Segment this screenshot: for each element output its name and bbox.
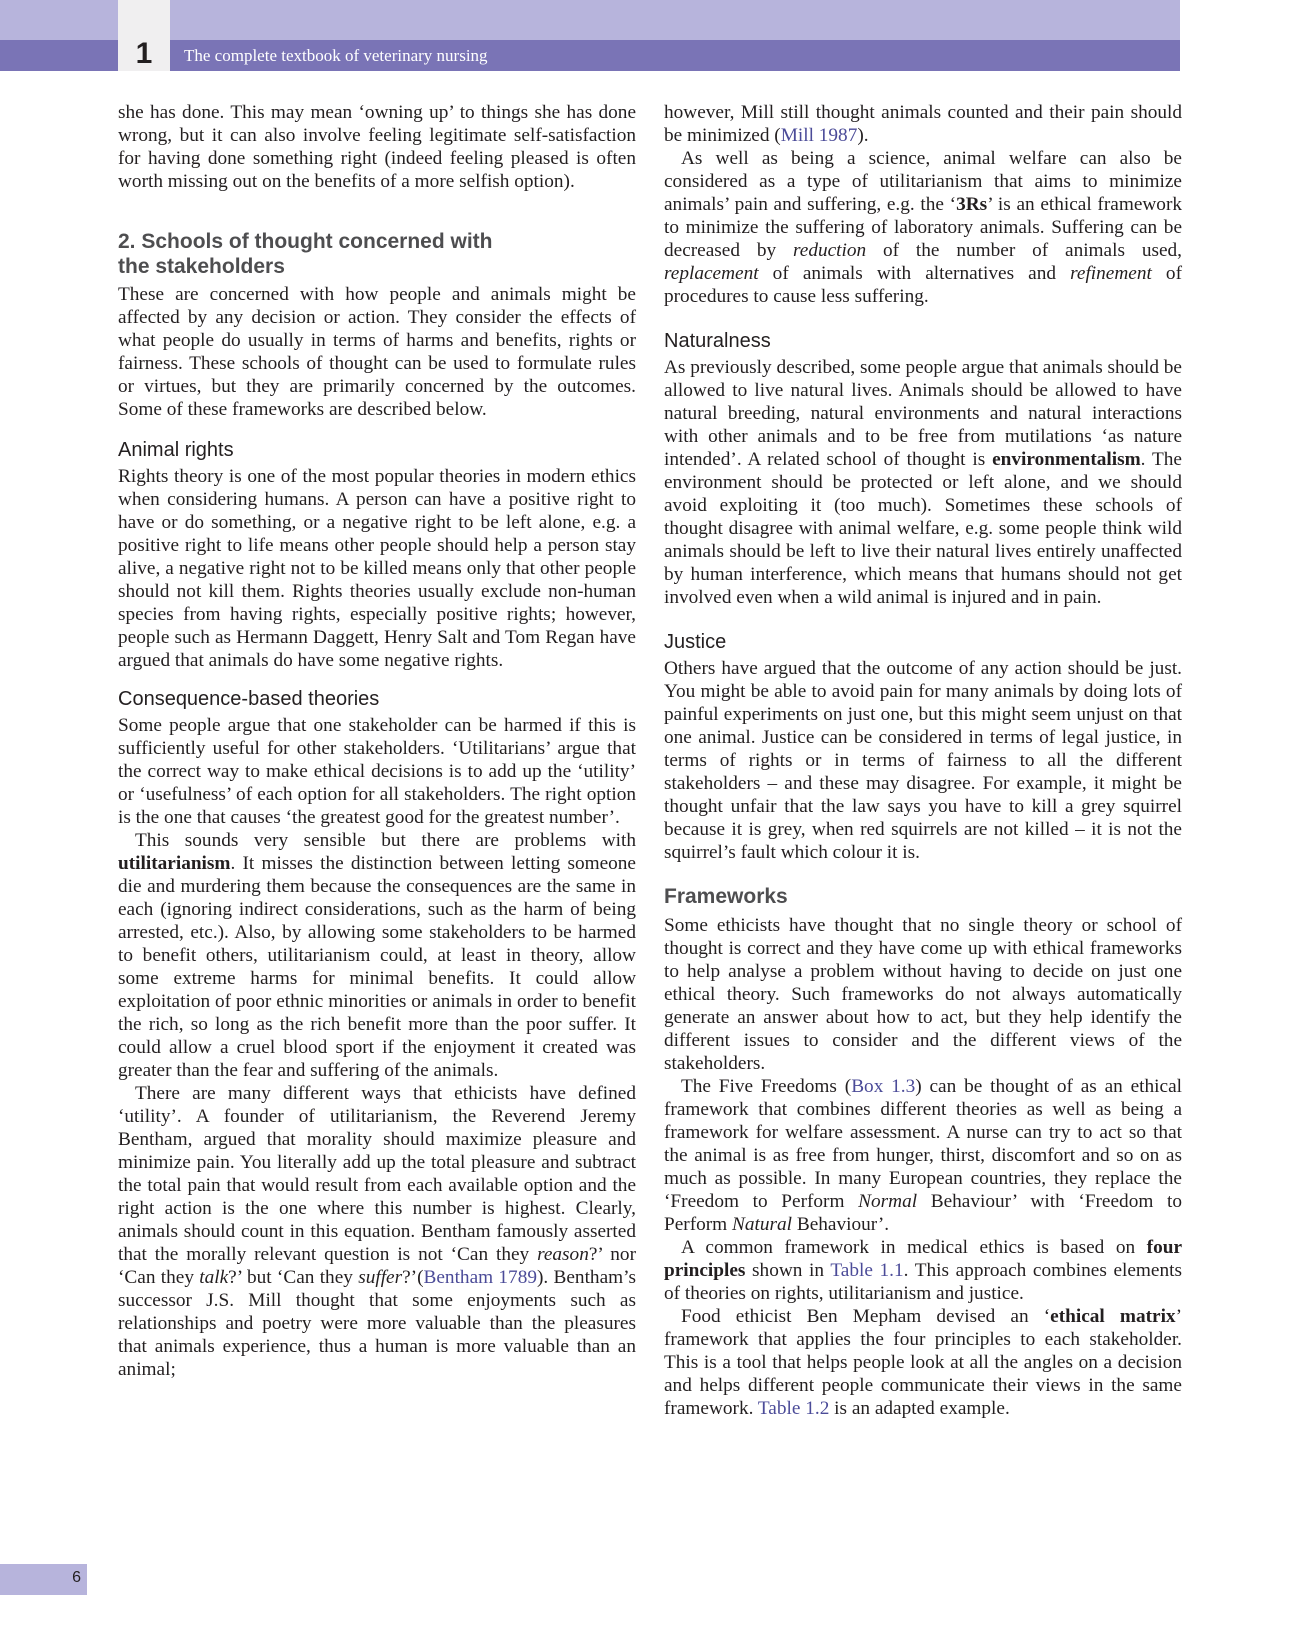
table-reference-link[interactable]: Table 1.2 (757, 1398, 830, 1419)
section-heading: 2. Schools of thought concerned with the stakeholders (118, 230, 493, 278)
paragraph: Food ethicist Ben Mepham devised an ‘ethical matrix’ framework that applies the four principles to each stakeholder. This is a tool that helps people look at all the angles on a decision and helps different people communicate their views in the same framework. Table 1.2 is an adapted example. (664, 1306, 1182, 1419)
box-reference-link[interactable]: Box 1.3 (851, 1076, 916, 1097)
paragraph: As previously described, some people argue that animals should be allowed to live natural lives. Animals should be allowed to have natural breeding, natural environments and natural interactions with other animals and to be free from mutilations ‘as nature intended’. A related school of thought is environmentalism. The environment should be protected or left alone, and we should avoid exploiting it (too much). Sometimes these schools of thought disagree with animal welfare, e.g. some people think wild animals should be left to live their natural lives entirely unaffected by human interference, which means that humans should not get involved even when a wild animal is injured and in pain. (664, 357, 1182, 608)
paragraph: These are concerned with how people and animals might be affected by any decision or action. They consider the effects of what people do usually in terms of harms and benefits, rights or fairness. These schools of thought can be used to formulate rules or virtues, but they are primarily concerned by the outcomes. Some of these frameworks are described below. (118, 284, 636, 420)
paragraph: As well as being a science, animal welfare can also be considered as a type of utilitarianism that aims to minimize animals’ pain and suffering, e.g. the ‘3Rs’ is an ethical framework to minimize the suffering of laboratory animals. Suffering can be decreased by reduction of the number of animals used, replacement of animals with alternatives and refinement of procedures to cause less suffering. (664, 148, 1183, 307)
section-heading: Frameworks (664, 885, 788, 908)
paragraph: however, Mill still thought animals counted and their pain should be minimized (Mill 1987). (664, 102, 1182, 146)
subsection-heading: Naturalness (664, 330, 771, 352)
paragraph: Some people argue that one stakeholder can be harmed if this is sufficiently useful for other stakeholders. ‘Utilitarians’ argue that the correct way to make ethical decisions is to add up the ‘utility’ or ‘usefulness’ of each option for all stakeholders. The right option is the one that causes ‘the greatest good for the greatest number’. (118, 715, 636, 828)
paragraph: Others have argued that the outcome of any action should be just. You might be able to avoid pain for many animals by doing lots of painful experiments on just one, but this might seem unjust on that one animal. Justice can be considered in terms of legal justice, in terms of rights or in terms of fairness to all the different stakeholders – and these may disagree. For example, it might be thought unfair that the law says you have to kill a grey squirrel because it is grey, when red squirrels are not killed – it is not the squirrel’s fault which colour it is. (664, 658, 1182, 863)
citation-link[interactable]: Bentham 1789 (423, 1267, 537, 1288)
left-column (118, 101, 636, 1381)
bold-term: environmentalism (992, 449, 1141, 470)
page-number-box (0, 1564, 87, 1595)
bold-term: four principles (664, 1237, 1182, 1281)
bold-term: ethical matrix (1050, 1306, 1176, 1327)
paragraph: There are many different ways that ethicists have defined ‘utility’. A founder of utilitarianism, the Reverend Jeremy Bentham, argued that morality should maximize pleasure and minimize pain. You literally add up the total pleasure and subtract the total pain that would result from each available option and the right action is the one where this number is highest. Clearly, animals should count in this equation. Bentham famously asserted that the morally relevant question is not ‘Can they reason?’ nor ‘Can they talk?’ but ‘Can they suffer?’(Bentham 1789). Bentham’s successor J.S. Mill thought that some enjoyments such as relationships and poetry were more valuable than the pleasures that animals experience, thus a human is more valuable than an animal; (118, 1083, 636, 1380)
bold-term: utilitarianism (118, 853, 231, 874)
paragraph: A common framework in medical ethics is based on four principles shown in Table 1.1. This approach combines elements of theories on rights, utilitarianism and justice. (664, 1237, 1182, 1304)
header-top-band (0, 0, 1180, 40)
header-bar (0, 37, 1180, 71)
running-title: The complete textbook of veterinary nursing (184, 46, 488, 65)
paragraph: Rights theory is one of the most popular theories in modern ethics when considering humans. A person can have a positive right to have or do something, or a negative right to be left alone, e.g. a positive right to life means other people should help a person stay alive, a negative right not to be killed means only that other people should not kill them. Rights theories usually exclude non-human species from having rights, especially positive rights; however, people such as Hermann Daggett, Henry Salt and Tom Regan have argued that animals do have some negative rights. (118, 466, 636, 671)
subsection-heading: Consequence-based theories (118, 688, 380, 710)
subsection-heading: Animal rights (118, 439, 234, 461)
chapter-tab (118, 0, 170, 71)
bold-term: 3Rs (956, 194, 988, 215)
paragraph: she has done. This may mean ‘owning up’ to things she has done wrong, but it can also involve feeling legitimate self-satisfaction for having done something right (indeed feeling pleased is often worth missing out on the benefits of a more selfish option). (118, 102, 636, 192)
right-column (664, 101, 1182, 1420)
paragraph: Some ethicists have thought that no single theory or school of thought is correct and they have come up with ethical frameworks to help analyse a problem without having to decide on just one ethical theory. Such frameworks do not always automatically generate an answer about how to act, but they help identify the different issues to consider and the different views of the stakeholders. (664, 915, 1182, 1074)
subsection-heading: Justice (664, 631, 727, 653)
citation-link[interactable]: Mill 1987 (780, 125, 858, 146)
paragraph: This sounds very sensible but there are problems with utilitarianism. It misses the distinction between letting someone die and murdering them because the consequences are the same in each (ignoring indirect considerations, such as the harm of being arrested, etc.). Also, by allowing some stakeholders to be harmed to benefit others, utilitarianism could, at least in theory, allow some extreme harms for minimal benefits. It could allow exploitation of poor ethnic minorities or animals in order to benefit the rich, so long as the rich benefit more than the poor suffer. It could allow a cruel blood sport if the enjoyment it created was greater than the fear and suffering of the animals. (118, 830, 636, 1081)
chapter-number: 1 (135, 37, 153, 70)
table-reference-link[interactable]: Table 1.1 (830, 1260, 904, 1281)
page-number: 6 (72, 1569, 81, 1586)
paragraph: The Five Freedoms (Box 1.3) can be thought of as an ethical framework that combines different theories as well as being a framework for welfare assessment. A nurse can try to act so that the animal is as free from hunger, thirst, discomfort and so on as much as possible. In many European countries, they replace the ‘Freedom to Perform Normal Behaviour’ with ‘Freedom to Perform Natural Behaviour’. (664, 1076, 1182, 1235)
